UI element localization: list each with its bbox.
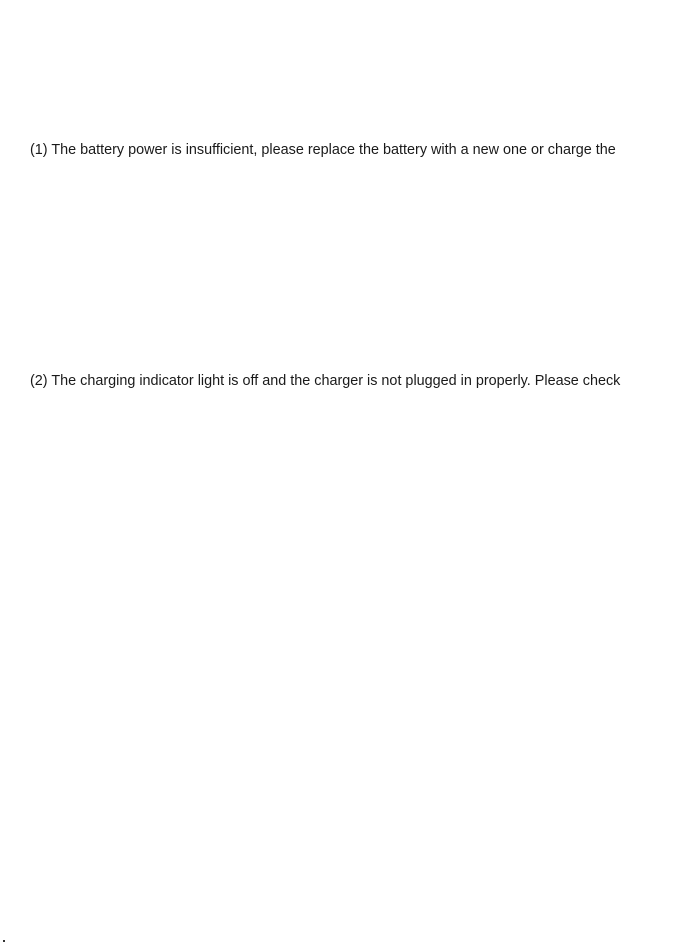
page-dot — [3, 940, 5, 942]
troubleshooting-item-2: (2) The charging indicator light is off and the charger is not plugged in properly. Please check — [30, 373, 621, 390]
troubleshooting-item-1: (1) The battery power is insufficient, please replace the battery with a new one or charge the — [30, 142, 616, 159]
